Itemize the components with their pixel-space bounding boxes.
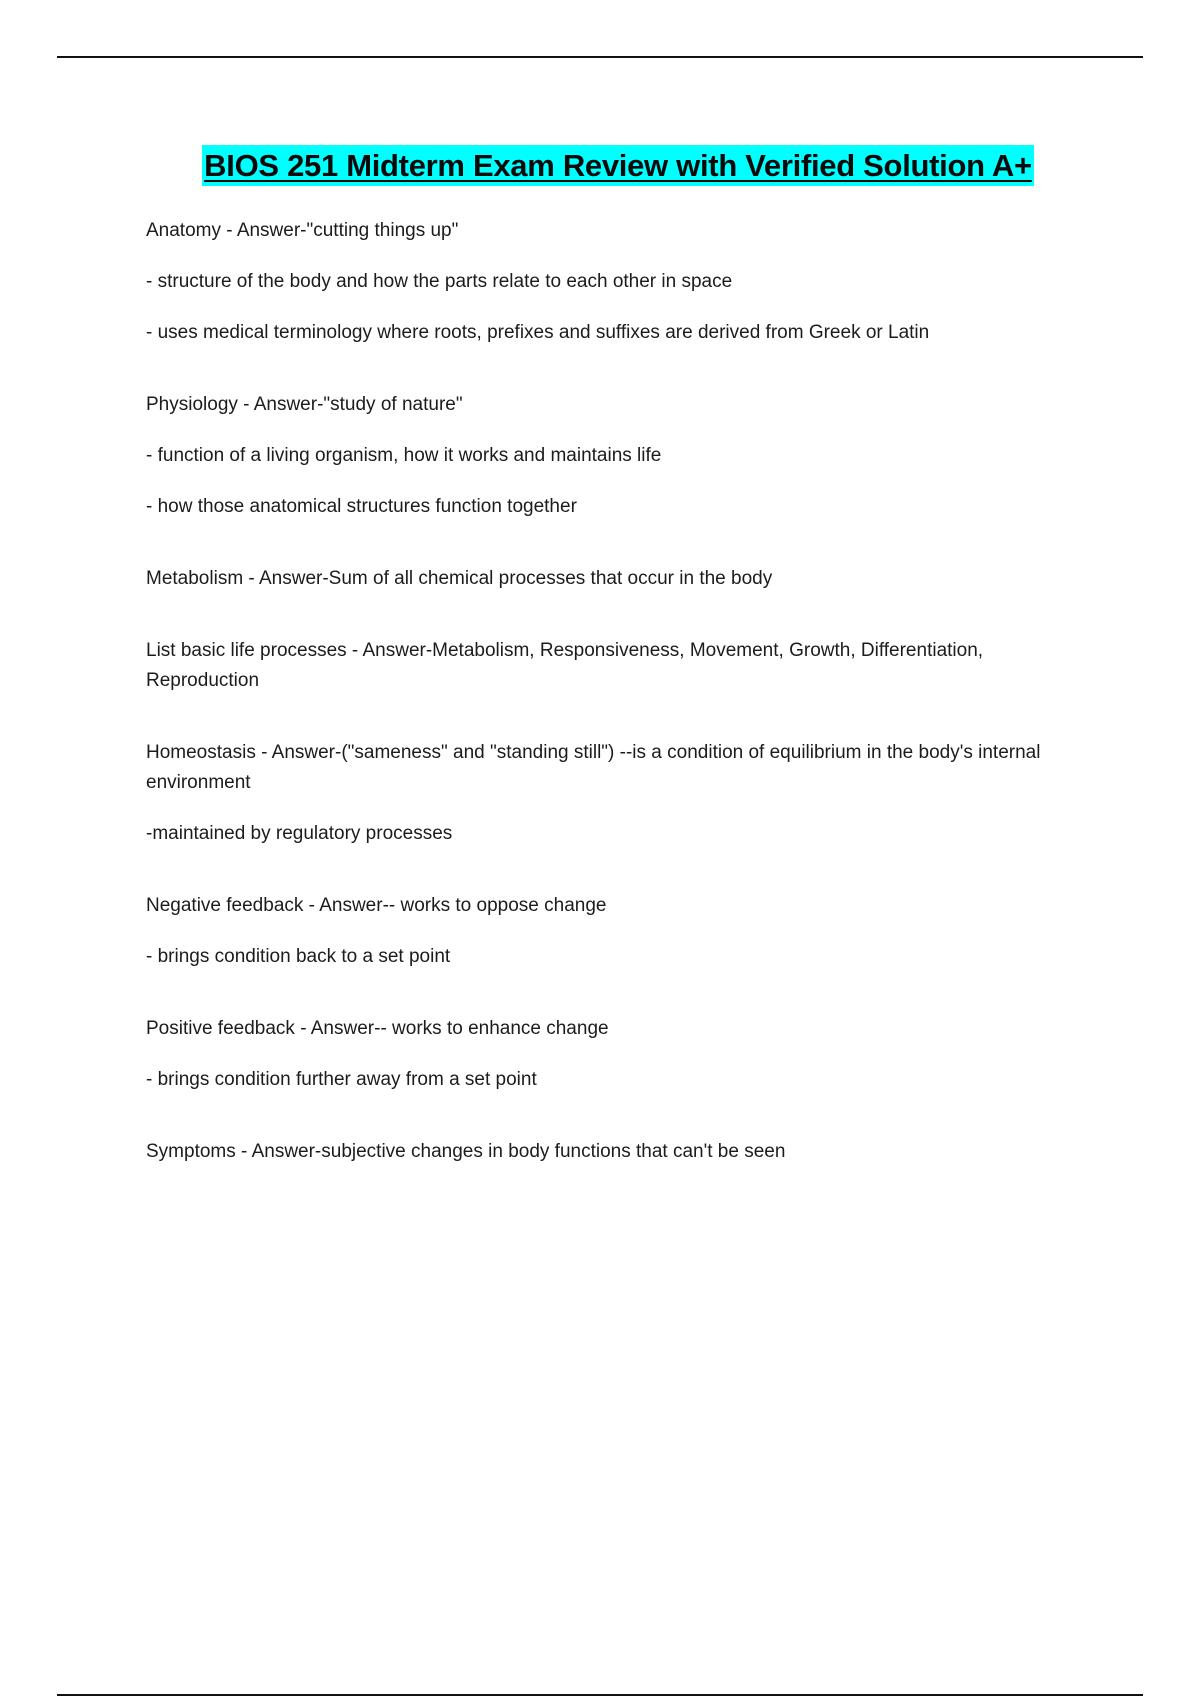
entry-term-answer: Negative feedback - Answer-- works to oppose change: [146, 895, 607, 916]
flashcard-entry-symptoms: [146, 1137, 1066, 1167]
flashcard-entry-life-processes: [146, 636, 1066, 696]
entry-term-answer: Anatomy - Answer-"cutting things up": [146, 220, 459, 241]
entry-detail: - function of a living organism, how it works and maintains life: [146, 445, 662, 466]
document-title: BIOS 251 Midterm Exam Review with Verified Solution A+: [202, 145, 1034, 186]
bottom-divider: [57, 1694, 1143, 1696]
entry-term-answer: List basic life processes - Answer-Metabolism, Responsiveness, Movement, Growth, Differentiation, Reproduction: [146, 640, 984, 691]
entry-term-answer: Homeostasis - Answer-("sameness" and "standing still") --is a condition of equilibrium in the body's internal environment: [146, 742, 1041, 793]
entry-term-answer: Metabolism - Answer-Sum of all chemical processes that occur in the body: [146, 568, 773, 589]
title-container: [0, 145, 1200, 186]
flashcard-entry-negative-feedback: [146, 891, 1066, 972]
entry-detail: - how those anatomical structures function together: [146, 496, 577, 517]
flashcard-entry-anatomy: [146, 216, 1066, 348]
entry-detail: -maintained by regulatory processes: [146, 823, 453, 844]
flashcard-entry-metabolism: [146, 564, 1066, 594]
flashcard-entry-physiology: [146, 390, 1066, 522]
entry-detail: - brings condition back to a set point: [146, 946, 451, 967]
entry-term-answer: Physiology - Answer-"study of nature": [146, 394, 463, 415]
entry-term-answer: Symptoms - Answer-subjective changes in body functions that can't be seen: [146, 1141, 786, 1162]
entry-detail: - brings condition further away from a set point: [146, 1069, 537, 1090]
entry-detail: - uses medical terminology where roots, prefixes and suffixes are derived from Greek or Latin: [146, 322, 930, 343]
entry-term-answer: Positive feedback - Answer-- works to enhance change: [146, 1018, 609, 1039]
flashcard-list: [146, 216, 1066, 1209]
flashcard-entry-positive-feedback: [146, 1014, 1066, 1095]
top-divider: [57, 56, 1143, 58]
entry-detail: - structure of the body and how the parts relate to each other in space: [146, 271, 733, 292]
flashcard-entry-homeostasis: [146, 738, 1066, 849]
